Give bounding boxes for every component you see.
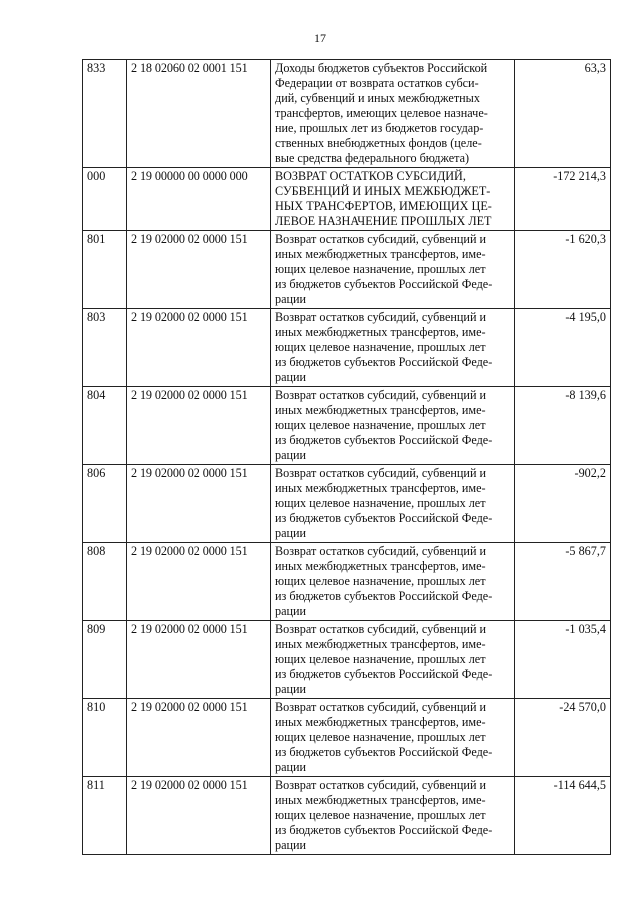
income-name-line: из бюджетов субъектов Российской Феде- <box>275 589 493 603</box>
income-name-cell <box>271 309 515 387</box>
income-name-line: рации <box>275 760 307 774</box>
table-row <box>83 465 611 543</box>
table-row <box>83 309 611 387</box>
income-name-line: рации <box>275 448 307 462</box>
page-number: 17 <box>314 31 326 45</box>
income-name-line: иных межбюджетных трансфертов, име- <box>275 481 486 495</box>
income-name-line: ющих целевое назначение, прошлых лет <box>275 652 486 666</box>
income-name-line: иных межбюджетных трансфертов, име- <box>275 559 486 573</box>
admin-code-cell: 808 <box>83 543 127 621</box>
budget-code-cell: 2 19 02000 02 0000 151 <box>127 777 271 855</box>
table-row <box>83 543 611 621</box>
income-name-cell <box>271 699 515 777</box>
amount-cell: -8 139,6 <box>515 387 611 465</box>
income-name-line: ющих целевое назначение, прошлых лет <box>275 574 486 588</box>
income-name-cell <box>271 387 515 465</box>
income-name-line: рации <box>275 682 307 696</box>
table-row <box>83 387 611 465</box>
income-name-line: ющих целевое назначение, прошлых лет <box>275 808 486 822</box>
income-name-line: трансфертов, имеющих целевое назначе- <box>275 106 488 120</box>
income-name-cell <box>271 465 515 543</box>
income-name-line: из бюджетов субъектов Российской Феде- <box>275 433 493 447</box>
income-name-line: иных межбюджетных трансфертов, име- <box>275 793 486 807</box>
income-name-cell <box>271 231 515 309</box>
budget-table-body <box>83 60 611 855</box>
table-row <box>83 621 611 699</box>
income-name-cell <box>271 168 515 231</box>
admin-code-cell: 809 <box>83 621 127 699</box>
budget-code-cell: 2 19 02000 02 0000 151 <box>127 387 271 465</box>
budget-code-cell: 2 19 02000 02 0000 151 <box>127 309 271 387</box>
income-name-line: иных межбюджетных трансфертов, име- <box>275 247 486 261</box>
income-name-line: Доходы бюджетов субъектов Российской <box>275 61 488 75</box>
amount-cell: -5 867,7 <box>515 543 611 621</box>
income-name-line: вые средства федерального бюджета) <box>275 151 470 165</box>
income-name-line: ющих целевое назначение, прошлых лет <box>275 262 486 276</box>
income-name-line: из бюджетов субъектов Российской Феде- <box>275 355 493 369</box>
income-name-line: дий, субвенций и иных межбюджетных <box>275 91 480 105</box>
income-name-line: ЛЕВОЕ НАЗНАЧЕНИЕ ПРОШЛЫХ ЛЕТ <box>275 214 492 228</box>
budget-code-cell: 2 19 02000 02 0000 151 <box>127 465 271 543</box>
admin-code-cell: 000 <box>83 168 127 231</box>
amount-cell: -172 214,3 <box>515 168 611 231</box>
income-name-line: СУБВЕНЦИЙ И ИНЫХ МЕЖБЮДЖЕТ- <box>275 184 491 198</box>
income-name-line: рации <box>275 292 307 306</box>
budget-code-cell: 2 19 02000 02 0000 151 <box>127 699 271 777</box>
admin-code-cell: 801 <box>83 231 127 309</box>
income-name-line: ющих целевое назначение, прошлых лет <box>275 730 486 744</box>
income-name-line: Федерации от возврата остатков субси- <box>275 76 479 90</box>
amount-cell: -4 195,0 <box>515 309 611 387</box>
income-name-line: ние, прошлых лет из бюджетов государ- <box>275 121 484 135</box>
income-name-line: иных межбюджетных трансфертов, име- <box>275 715 486 729</box>
budget-table <box>82 59 611 855</box>
table-row <box>83 777 611 855</box>
income-name-line: иных межбюджетных трансфертов, име- <box>275 637 486 651</box>
income-name-line: из бюджетов субъектов Российской Феде- <box>275 277 493 291</box>
income-name-line: из бюджетов субъектов Российской Феде- <box>275 511 493 525</box>
income-name-line: НЫХ ТРАНСФЕРТОВ, ИМЕЮЩИХ ЦЕ- <box>275 199 492 213</box>
budget-code-cell: 2 19 02000 02 0000 151 <box>127 543 271 621</box>
income-name-line: Возврат остатков субсидий, субвенций и <box>275 232 487 246</box>
income-name-line: рации <box>275 526 307 540</box>
admin-code-cell: 804 <box>83 387 127 465</box>
budget-code-cell: 2 18 02060 02 0001 151 <box>127 60 271 168</box>
income-name-line: ющих целевое назначение, прошлых лет <box>275 496 486 510</box>
income-name-line: Возврат остатков субсидий, субвенций и <box>275 466 487 480</box>
table-row <box>83 699 611 777</box>
admin-code-cell: 833 <box>83 60 127 168</box>
income-name-line: Возврат остатков субсидий, субвенций и <box>275 622 487 636</box>
income-name-cell <box>271 621 515 699</box>
income-name-line: ственных внебюджетных фондов (целе- <box>275 136 482 150</box>
table-row <box>83 60 611 168</box>
income-name-line: ющих целевое назначение, прошлых лет <box>275 340 486 354</box>
admin-code-cell: 810 <box>83 699 127 777</box>
admin-code-cell: 806 <box>83 465 127 543</box>
amount-cell: -1 035,4 <box>515 621 611 699</box>
amount-cell: -1 620,3 <box>515 231 611 309</box>
income-name-line: ющих целевое назначение, прошлых лет <box>275 418 486 432</box>
income-name-line: ВОЗВРАТ ОСТАТКОВ СУБСИДИЙ, <box>275 169 466 183</box>
amount-cell: -902,2 <box>515 465 611 543</box>
amount-cell: -24 570,0 <box>515 699 611 777</box>
income-name-cell <box>271 60 515 168</box>
amount-cell: 63,3 <box>515 60 611 168</box>
income-name-line: Возврат остатков субсидий, субвенций и <box>275 544 487 558</box>
income-name-cell <box>271 543 515 621</box>
income-name-cell <box>271 777 515 855</box>
income-name-line: рации <box>275 604 307 618</box>
admin-code-cell: 811 <box>83 777 127 855</box>
table-row <box>83 168 611 231</box>
income-name-line: Возврат остатков субсидий, субвенций и <box>275 388 487 402</box>
income-name-line: рации <box>275 838 307 852</box>
income-name-line: из бюджетов субъектов Российской Феде- <box>275 823 493 837</box>
income-name-line: Возврат остатков субсидий, субвенций и <box>275 310 487 324</box>
income-name-line: иных межбюджетных трансфертов, име- <box>275 325 486 339</box>
table-row <box>83 231 611 309</box>
income-name-line: из бюджетов субъектов Российской Феде- <box>275 667 493 681</box>
income-name-line: иных межбюджетных трансфертов, име- <box>275 403 486 417</box>
income-name-line: из бюджетов субъектов Российской Феде- <box>275 745 493 759</box>
amount-cell: -114 644,5 <box>515 777 611 855</box>
admin-code-cell: 803 <box>83 309 127 387</box>
income-name-line: Возврат остатков субсидий, субвенций и <box>275 700 487 714</box>
budget-code-cell: 2 19 00000 00 0000 000 <box>127 168 271 231</box>
income-name-line: рации <box>275 370 307 384</box>
budget-code-cell: 2 19 02000 02 0000 151 <box>127 621 271 699</box>
income-name-line: Возврат остатков субсидий, субвенций и <box>275 778 487 792</box>
budget-code-cell: 2 19 02000 02 0000 151 <box>127 231 271 309</box>
